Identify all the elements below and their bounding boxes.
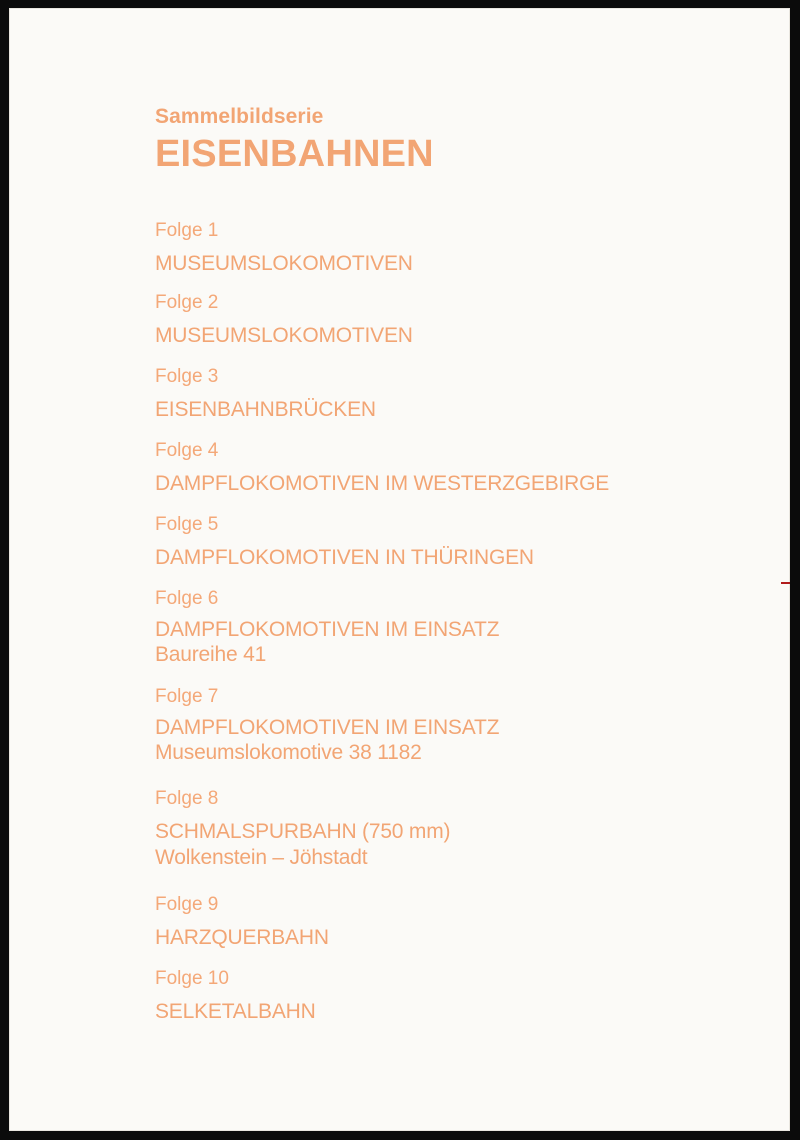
series-label: Sammelbildserie — [155, 105, 324, 128]
card-content — [155, 104, 755, 1023]
episode-6 — [155, 588, 499, 667]
edge-mark — [781, 582, 790, 584]
episode-3 — [155, 366, 376, 422]
episode-4 — [155, 440, 609, 496]
episode-title: SELKETALBAHN — [155, 1000, 316, 1023]
episode-number: Folge 3 — [155, 366, 219, 387]
episode-number: Folge 10 — [155, 968, 229, 989]
episode-title: HARZQUERBAHN — [155, 926, 329, 949]
episode-5 — [155, 514, 534, 570]
episode-number: Folge 5 — [155, 514, 219, 535]
episode-number: Folge 2 — [155, 292, 219, 313]
episode-title: DAMPFLOKOMOTIVEN IN THÜRINGEN — [155, 546, 534, 569]
episode-number: Folge 4 — [155, 440, 219, 461]
episode-2 — [155, 292, 413, 348]
episode-title: MUSEUMSLOKOMOTIVEN — [155, 324, 413, 347]
episode-title: DAMPFLOKOMOTIVEN IM WESTERZGEBIRGE — [155, 472, 610, 495]
episode-8 — [155, 788, 450, 870]
episode-number: Folge 7 — [155, 686, 219, 707]
series-title: EISENBAHNEN — [155, 133, 434, 175]
collector-card — [9, 8, 790, 1131]
episode-1 — [155, 220, 413, 276]
episode-title: EISENBAHNBRÜCKEN — [155, 398, 376, 421]
episode-number: Folge 9 — [155, 894, 219, 915]
episode-number: Folge 8 — [155, 788, 219, 809]
episode-title: MUSEUMSLOKOMOTIVEN — [155, 252, 413, 275]
episode-number: Folge 6 — [155, 588, 219, 609]
episode-10 — [155, 968, 316, 1024]
episode-subtitle: Museumslokomotive 38 1182 — [155, 741, 422, 764]
episode-subtitle: Wolkenstein – Jöhstadt — [155, 846, 368, 869]
episode-number: Folge 1 — [155, 220, 219, 241]
episode-9 — [155, 894, 329, 950]
episode-7 — [155, 686, 499, 765]
episode-title: DAMPFLOKOMOTIVEN IM EINSATZ — [155, 716, 500, 739]
episode-title: DAMPFLOKOMOTIVEN IM EINSATZ — [155, 618, 500, 641]
episode-title: SCHMALSPURBAHN (750 mm) — [155, 820, 451, 843]
episode-subtitle: Baureihe 41 — [155, 643, 267, 666]
